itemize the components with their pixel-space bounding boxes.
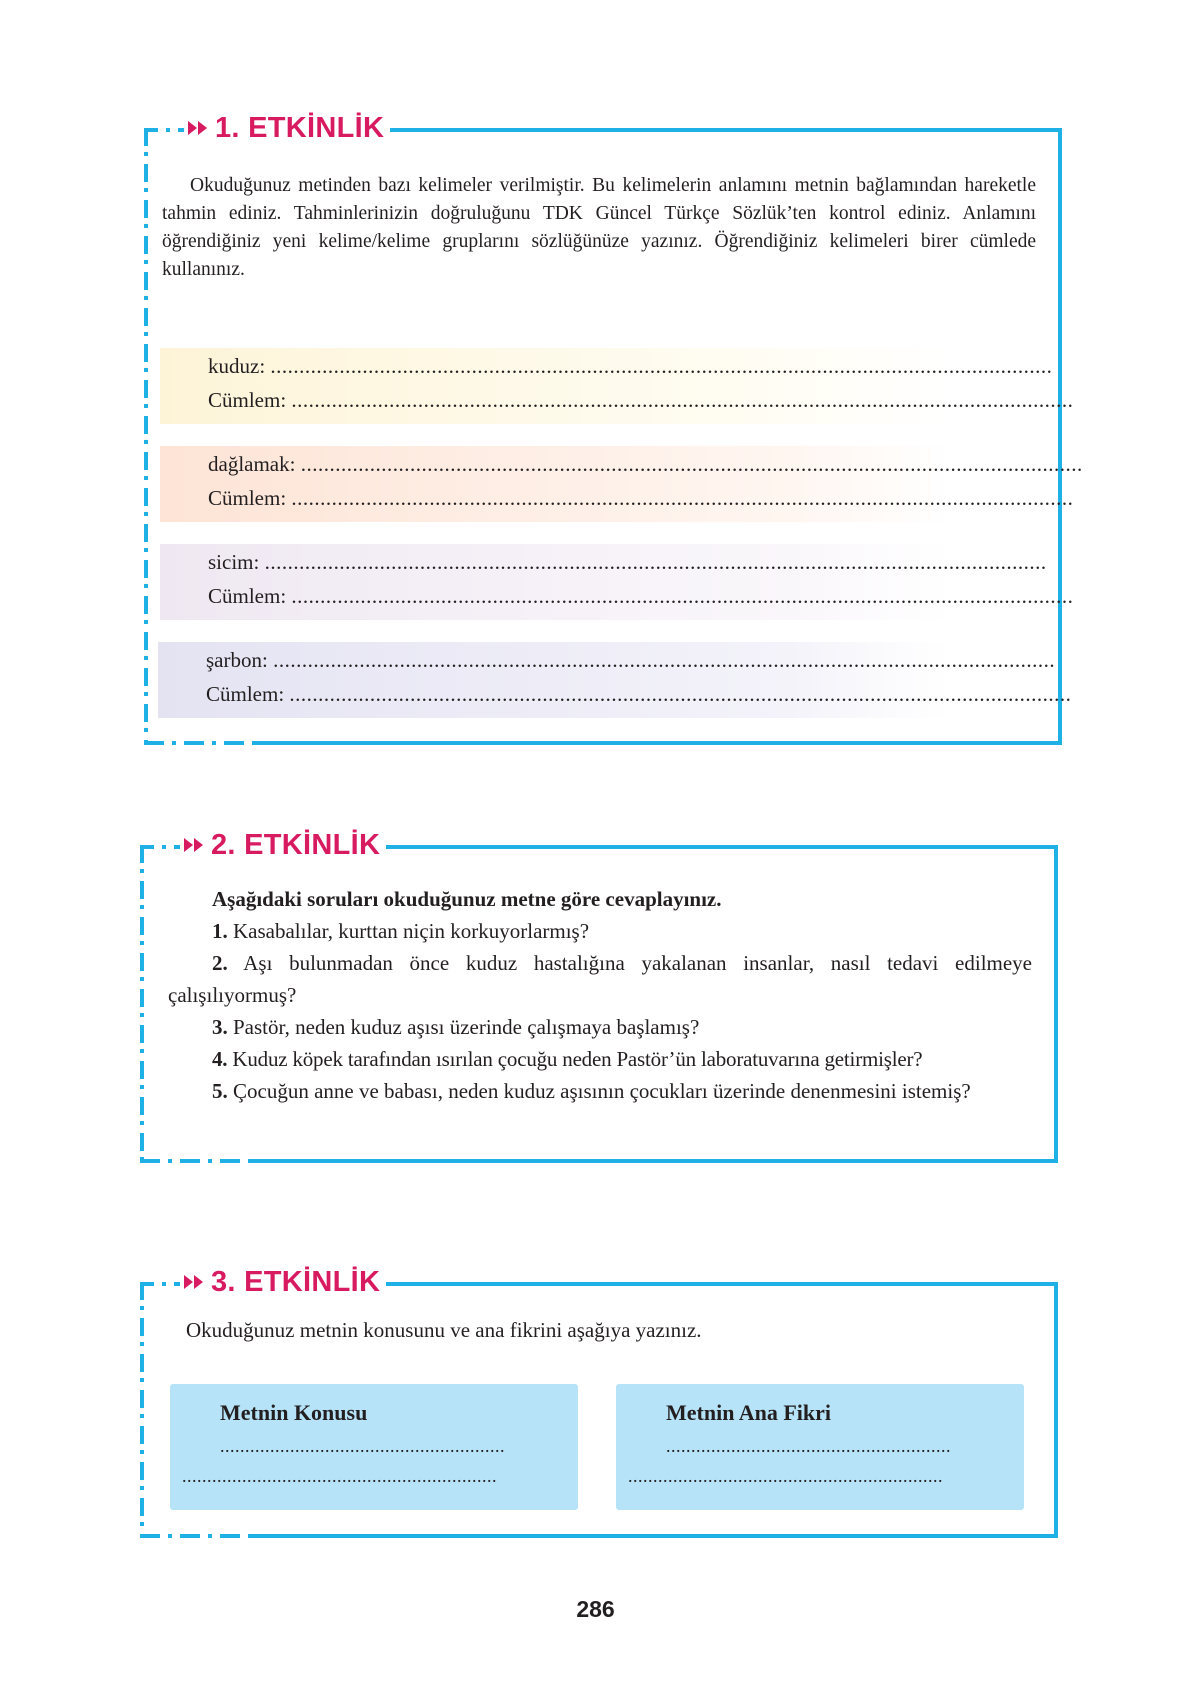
activity-3-header	[180, 1264, 386, 1300]
sentence-label: Cümlem:	[208, 388, 287, 412]
double-arrow-icon	[184, 838, 203, 852]
activity-2-title: 2. ETKİNLİK	[211, 828, 381, 861]
question-2: 2. Aşı bulunmadan önce kuduz hastalığına yakalanan insanlar, nasıl tedavi edilmeye çalışılıyormuş?	[168, 951, 1033, 1007]
main-idea-answer-line-1[interactable]: .........................................................	[666, 1436, 951, 1456]
main-idea-card	[616, 1384, 1024, 1510]
activity-2-header	[180, 827, 386, 863]
activity-3-title: 3. ETKİNLİK	[211, 1265, 381, 1298]
activity-2-lead: Aşağıdaki soruları okuduğunuz metne göre cevaplayınız.	[212, 887, 722, 911]
main-idea-answer-line-2[interactable]: ...............................................................	[628, 1466, 943, 1486]
word-band-daglamak	[160, 446, 1083, 522]
page-number: 286	[576, 1596, 615, 1622]
activity-3-instructions: Okuduğunuz metnin konusunu ve ana fikrini aşağıya yazınız.	[186, 1318, 702, 1342]
question-1: 1. Kasabalılar, kurttan niçin korkuyorlarmış?	[212, 919, 590, 943]
question-3: 3. Pastör, neden kuduz aşısı üzerinde çalışmaya başlamış?	[212, 1015, 700, 1039]
activity-3-box	[144, 1265, 1058, 1538]
topic-answer-line-1[interactable]: .........................................................	[220, 1436, 505, 1456]
definition-blank[interactable]: ........................................................................................................................................	[300, 452, 1083, 476]
definition-blank[interactable]: ........................................................................................................................................	[264, 550, 1047, 574]
activity-1-title: 1. ETKİNLİK	[215, 111, 385, 144]
dashed-border-left	[144, 128, 148, 745]
double-arrow-icon	[188, 121, 207, 135]
dashed-border-bottom	[140, 1159, 250, 1163]
question-5: 5. Çocuğun anne ve babası, neden kuduz aşısının çocukları üzerinde denenmesini istemiş?	[212, 1079, 971, 1103]
activity-2-box	[144, 828, 1058, 1163]
word-band-sarbon	[158, 642, 1072, 718]
word-band-kuduz	[160, 348, 1074, 424]
question-4: 4. Kuduz köpek tarafından ısırılan çocuğu neden Pastör’ün laboratuvarına getirmişler?	[212, 1047, 923, 1071]
word-label: sicim:	[208, 550, 260, 574]
sentence-blank[interactable]: ........................................................................................................................................	[291, 486, 1074, 510]
definition-blank[interactable]: ........................................................................................................................................	[270, 354, 1053, 378]
sentence-blank[interactable]: ........................................................................................................................................	[289, 682, 1072, 706]
sentence-blank[interactable]: ........................................................................................................................................	[291, 584, 1074, 608]
activity-1-instructions: Okuduğunuz metinden bazı kelimeler verilmiştir. Bu kelimelerin anlamını metnin bağlamından hareketle tahmin ediniz. Tahminlerinizin doğruluğunu TDK Güncel Türkçe Sözlük’ten kontrol ediniz. Anlamını öğrendiğiniz yeni kelime/kelime gruplarını sözlüğünüze yazınız. Öğrendiğiniz kelimeleri birer cümlede kullanınız.	[162, 175, 1036, 280]
sentence-label: Cümlem:	[208, 486, 287, 510]
activity-1-box	[148, 111, 1083, 745]
dashed-border-left	[140, 845, 144, 1163]
sentence-label: Cümlem:	[208, 584, 287, 608]
definition-blank[interactable]: ........................................................................................................................................	[273, 648, 1056, 672]
dashed-border-bottom	[140, 1534, 250, 1538]
sentence-blank[interactable]: ........................................................................................................................................	[291, 388, 1074, 412]
topic-card-title: Metnin Konusu	[220, 1400, 368, 1425]
dashed-border-bottom	[144, 741, 254, 745]
topic-answer-line-2[interactable]: ...............................................................	[182, 1466, 497, 1486]
word-band-sicim	[160, 544, 1074, 620]
word-label: kuduz:	[208, 354, 266, 378]
sentence-label: Cümlem:	[206, 682, 285, 706]
activity-1-header	[184, 110, 390, 146]
double-arrow-icon	[184, 1275, 203, 1289]
word-label: dağlamak:	[208, 452, 296, 476]
main-idea-card-title: Metnin Ana Fikri	[666, 1400, 832, 1425]
dashed-border-left	[140, 1282, 144, 1538]
word-label: şarbon:	[206, 648, 268, 672]
topic-card	[170, 1384, 578, 1510]
